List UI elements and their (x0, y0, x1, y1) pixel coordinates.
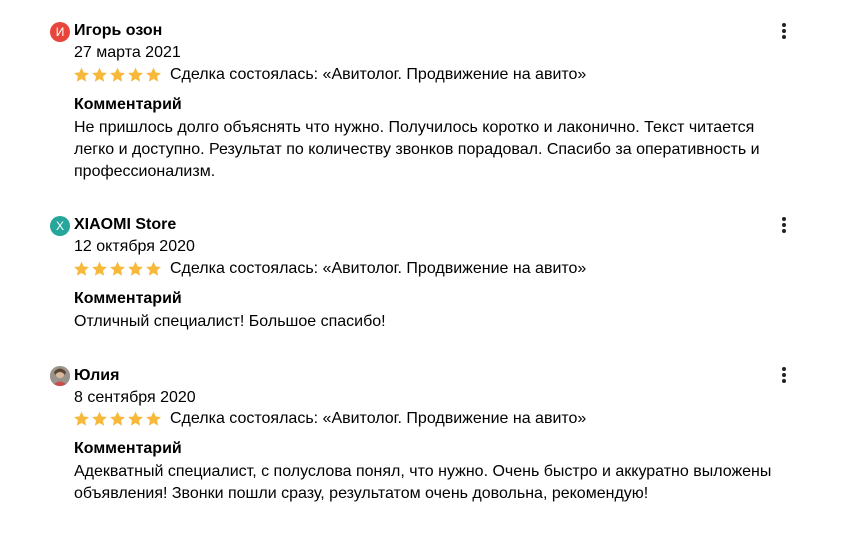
review-author[interactable]: Юлия (74, 367, 120, 384)
star-icon (109, 410, 126, 428)
comment-line: Адекватный специалист, с полуслова понял, что нужно. Очень быстро и аккуратно выложены (74, 463, 772, 480)
deal-info: Сделка состоялась: «Авитолог. Продвижение на авито» (170, 410, 587, 427)
deal-info: Сделка состоялась: «Авитолог. Продвижение на авито» (170, 66, 587, 83)
star-icon (73, 410, 90, 428)
star-icon (127, 410, 144, 428)
rating-stars (73, 66, 162, 84)
review-date: 8 сентября 2020 (74, 389, 196, 406)
avatar[interactable] (50, 366, 70, 386)
comment-text (74, 461, 774, 505)
avatar[interactable]: X (50, 216, 70, 236)
more-options-icon[interactable] (776, 216, 792, 234)
star-icon (91, 260, 108, 278)
star-icon (91, 66, 108, 84)
star-icon (127, 260, 144, 278)
deal-info: Сделка состоялась: «Авитолог. Продвижение на авито» (170, 260, 587, 277)
more-options-icon[interactable] (776, 366, 792, 384)
review-author[interactable]: Игорь озон (74, 22, 163, 39)
review-date: 27 марта 2021 (74, 44, 181, 61)
comment-line: легко и доступно. Результат по количеству звонков порадовал. Спасибо за оперативность и (74, 141, 760, 158)
comment-label: Комментарий (74, 290, 182, 307)
star-icon (73, 66, 90, 84)
star-icon (145, 410, 162, 428)
rating-stars (73, 410, 162, 428)
rating-stars (73, 260, 162, 278)
star-icon (127, 66, 144, 84)
comment-line: Не пришлось долго объяснять что нужно. Получилось коротко и лаконично. Текст читается (74, 119, 755, 136)
review-author[interactable]: XIAOMI Store (74, 216, 177, 233)
review-date: 12 октября 2020 (74, 238, 195, 255)
comment-label: Комментарий (74, 96, 182, 113)
star-icon (109, 260, 126, 278)
comment-line: Отличный специалист! Большое спасибо! (74, 313, 386, 330)
comment-text (74, 311, 774, 333)
comment-text (74, 117, 774, 183)
star-icon (109, 66, 126, 84)
comment-line: профессионализм. (74, 163, 216, 180)
star-icon (145, 66, 162, 84)
comment-label: Комментарий (74, 440, 182, 457)
comment-line: объявления! Звонки пошли сразу, результатом очень довольна, рекомендую! (74, 485, 649, 502)
star-icon (91, 410, 108, 428)
user-photo-icon (50, 366, 70, 386)
star-icon (145, 260, 162, 278)
star-icon (73, 260, 90, 278)
more-options-icon[interactable] (776, 22, 792, 40)
avatar[interactable]: И (50, 22, 70, 42)
